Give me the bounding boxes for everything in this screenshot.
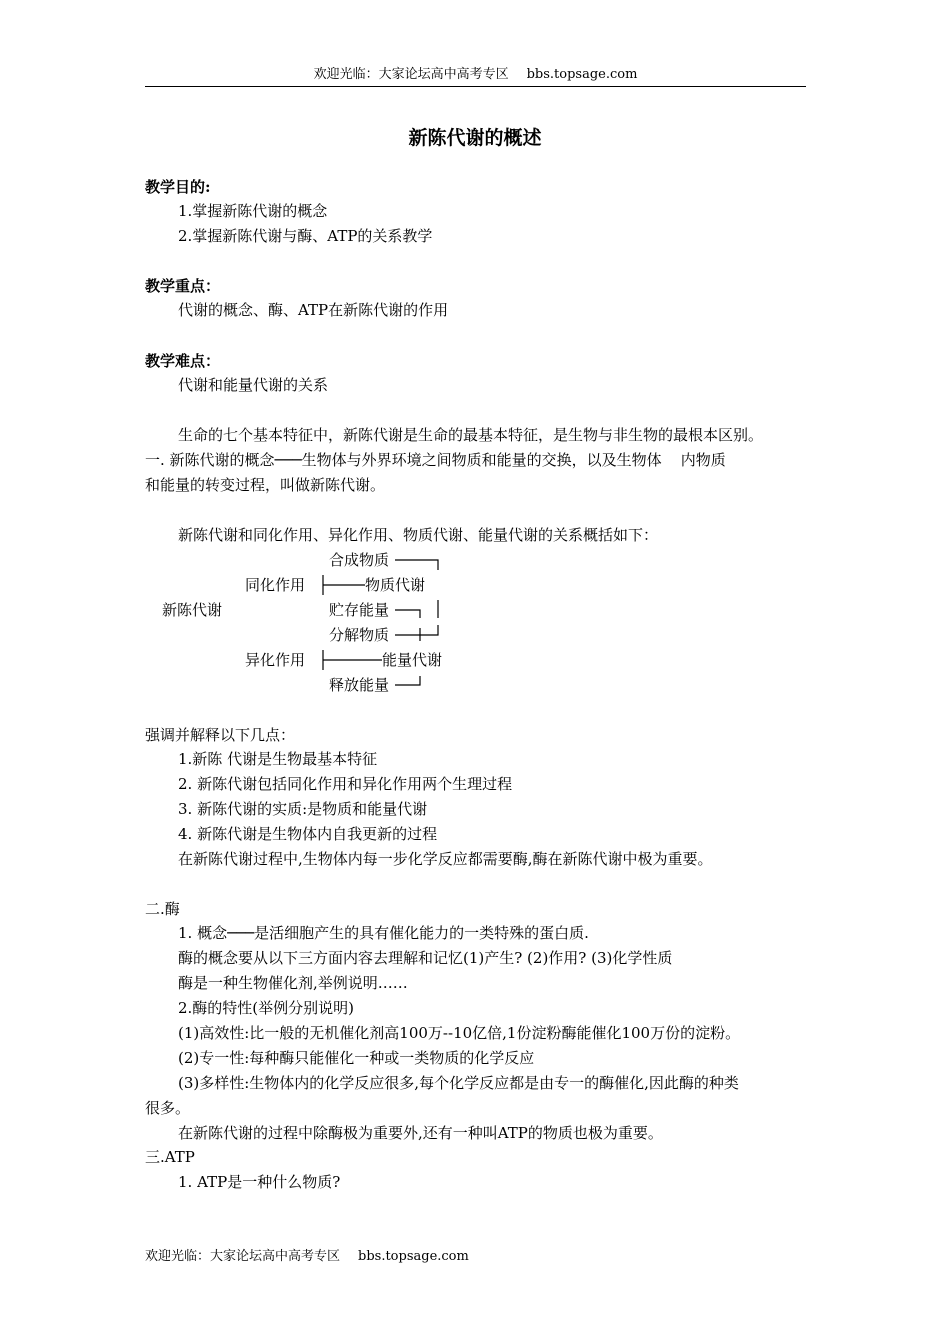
objective-item: 2.掌握新陈代谢与酶、ATP的关系教学 bbox=[178, 227, 433, 245]
intro-paragraph: 生命的七个基本特征中，新陈代谢是生命的最基本特征，是生物与非生物的最根本区别。 bbox=[178, 426, 764, 444]
diagram-root: 新陈代谢 bbox=[162, 601, 223, 619]
diagram-dissimilation: 异化作用 bbox=[245, 651, 306, 669]
enzyme-line: 在新陈代谢的过程中除酶极为重要外,还有一种叫ATP的物质也极为重要。 bbox=[178, 1124, 663, 1142]
emphasis-item: 2. 新陈代谢包括同化作用和异化作用两个生理过程 bbox=[178, 775, 513, 793]
diagram-energy: 能量代谢 bbox=[382, 651, 443, 669]
enzyme-heading: 二.酶 bbox=[145, 900, 180, 918]
emphasis-item: 4. 新陈代谢是生物体内自我更新的过程 bbox=[178, 825, 438, 843]
concept-definition-cont: 和能量的转变过程，叫做新陈代谢。 bbox=[145, 476, 386, 494]
diagram-synth: 合成物质 bbox=[329, 551, 390, 569]
emphasis-item: 3. 新陈代谢的实质:是物质和能量代谢 bbox=[178, 800, 428, 818]
objective-item: 1.掌握新陈代谢的概念 bbox=[178, 202, 328, 220]
difficulties-heading: 教学难点： bbox=[145, 352, 221, 370]
enzyme-line: (3)多样性:生物体内的化学反应很多,每个化学反应都是由专一的酶催化,因此酶的种类 bbox=[178, 1074, 739, 1092]
footer-url: bbs.topsage.com bbox=[358, 1249, 469, 1264]
diagram-matter: 物质代谢 bbox=[365, 576, 426, 594]
key-points-heading: 教学重点： bbox=[145, 277, 221, 295]
page-title: 新陈代谢的概述 bbox=[408, 127, 542, 149]
diagram-decomp: 分解物质 bbox=[329, 626, 390, 644]
enzyme-line: (1)高效性:比一般的无机催化剂高100万--10亿倍,1份淀粉酶能催化100万份的淀粉。 bbox=[178, 1024, 741, 1042]
atp-heading: 三.ATP bbox=[145, 1148, 195, 1166]
emphasis-item: 在新陈代谢过程中,生物体内每一步化学反应都需要酶,酶在新陈代谢中极为重要。 bbox=[178, 850, 713, 868]
emphasis-item: 1.新陈 代谢是生物最基本特征 bbox=[178, 750, 378, 768]
header-site: 欢迎光临：大家论坛高中高考专区 bbox=[313, 67, 509, 82]
diagram-assimilation: 同化作用 bbox=[245, 576, 306, 594]
enzyme-line: 2.酶的特性(举例分别说明) bbox=[178, 999, 355, 1017]
diagram-lead: 新陈代谢和同化作用、异化作用、物质代谢、能量代谢的关系概括如下： bbox=[178, 526, 659, 544]
enzyme-line: 酶的概念要从以下三方面内容去理解和记忆(1)产生? (2)作用? (3)化学性质 bbox=[178, 949, 673, 967]
enzyme-line: 很多。 bbox=[145, 1099, 191, 1117]
enzyme-line: 酶是一种生物催化剂,举例说明…… bbox=[178, 974, 408, 992]
diagram-release: 释放能量 bbox=[329, 676, 390, 694]
difficulties-text: 代谢和能量代谢的关系 bbox=[178, 376, 329, 394]
key-points-text: 代谢的概念、酶、ATP在新陈代谢的作用 bbox=[178, 301, 449, 319]
enzyme-line: (2)专一性:每种酶只能催化一种或一类物质的化学反应 bbox=[178, 1049, 535, 1067]
diagram-store: 贮存能量 bbox=[329, 601, 390, 619]
header-url: bbs.topsage.com bbox=[526, 67, 638, 82]
footer-site: 欢迎光临：大家论坛高中高考专区 bbox=[145, 1249, 341, 1264]
emphasis-heading: 强调并解释以下几点： bbox=[145, 726, 296, 744]
page-footer bbox=[145, 1248, 469, 1266]
enzyme-line: 1. 概念───是活细胞产生的具有催化能力的一类特殊的蛋白质. bbox=[178, 924, 589, 942]
concept-definition: 一. 新陈代谢的概念───生物体与外界环境之间物质和能量的交换，以及生物体 内物质 bbox=[145, 451, 726, 469]
objectives-heading: 教学目的: bbox=[145, 178, 211, 196]
atp-question: 1. ATP是一种什么物质? bbox=[178, 1173, 341, 1191]
